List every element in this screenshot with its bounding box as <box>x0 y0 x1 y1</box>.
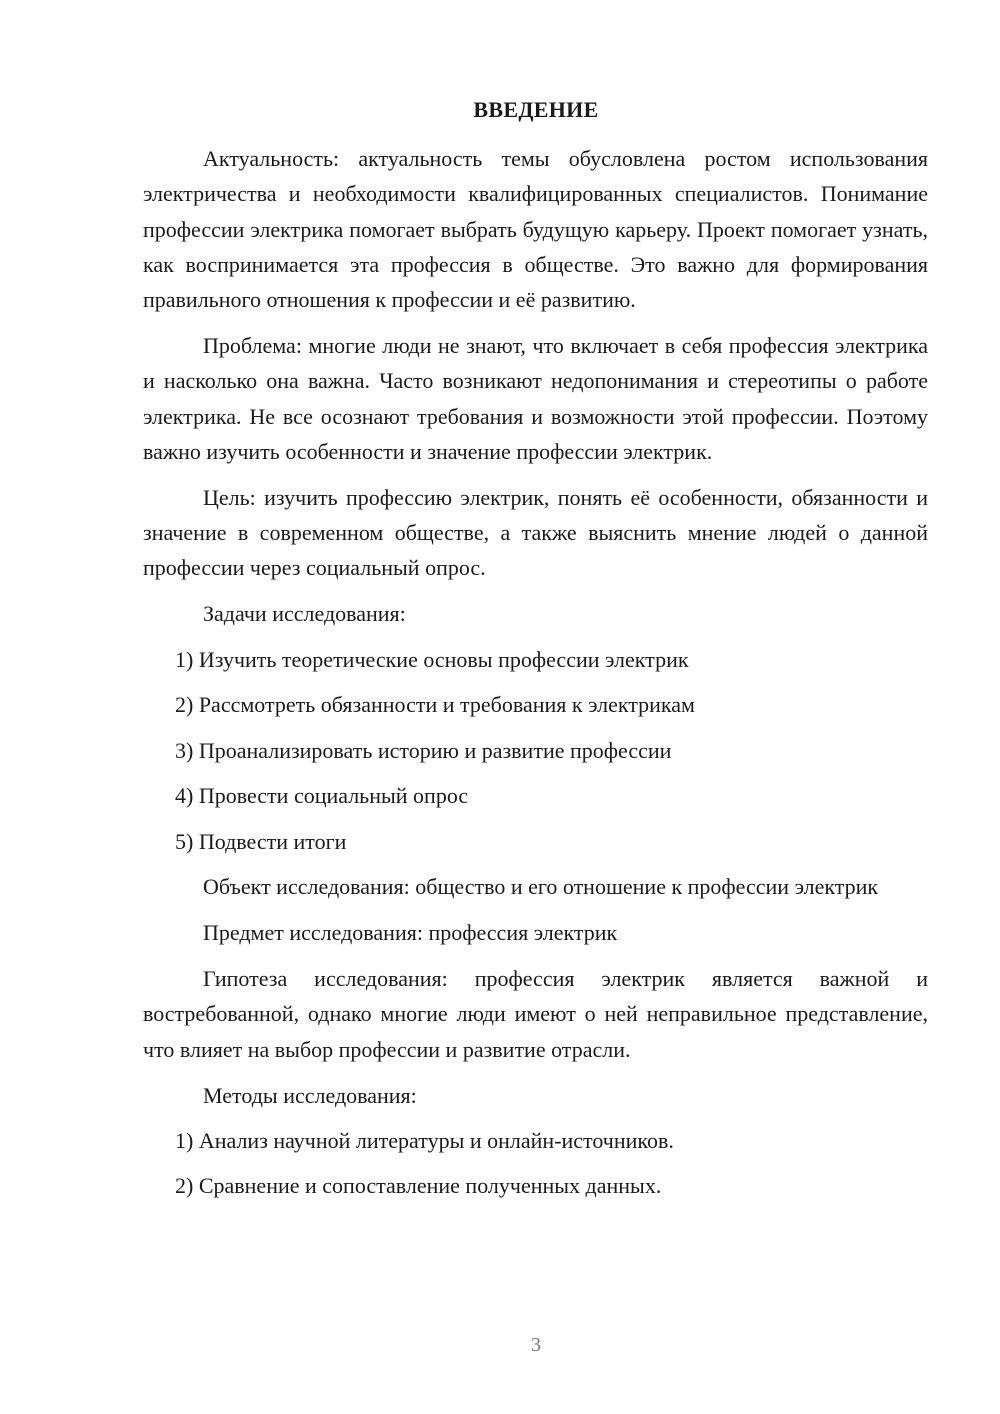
document-body <box>143 141 928 1204</box>
hypothesis-paragraph: Гипотеза исследования: профессия электрик является важной и востребованной, однако многие люди имеют о ней неправильное представление, что влияет на выбор профессии и развитие отрасли. <box>143 966 928 1062</box>
task-item-2: 2) Рассмотреть обязанности и требования к электрикам <box>175 692 695 718</box>
task-item-5: 5) Подвести итоги <box>175 828 347 854</box>
tasks-title: Задачи исследования: <box>203 601 406 627</box>
task-item-1: 1) Изучить теоретические основы профессии электрик <box>175 646 689 672</box>
task-item-3: 3) Проанализировать историю и развитие профессии <box>175 737 672 763</box>
page-number: 3 <box>531 1334 541 1356</box>
section-heading: ВВЕДЕНИЕ <box>473 97 599 122</box>
method-item-2: 2) Сравнение и сопоставление полученных данных. <box>175 1173 662 1199</box>
methods-title: Методы исследования: <box>203 1082 417 1108</box>
subject-paragraph: Предмет исследования: профессия электрик <box>203 920 618 946</box>
task-item-4: 4) Провести социальный опрос <box>175 783 469 809</box>
problem-paragraph: Проблема: многие люди не знают, что включает в себя профессия электрика и насколько она важна. Часто возникают недопонимания и стереотипы о работе электрика. Не все осознают требования и возможности этой профессии. Поэтому важно изучить особенности и значение профессии электрик. <box>143 333 928 464</box>
goal-paragraph: Цель: изучить профессию электрик, понять её особенности, обязанности и значение в современном обществе, а также выяснить мнение людей о данной профессии через социальный опрос. <box>143 484 928 581</box>
relevance-paragraph: Актуальность: актуальность темы обусловлена ростом использования электричества и необходимости квалифицированных специалистов. Понимание профессии электрика помогает выбрать будущую карьеру. Проект помогает узнать, как воспринимается эта профессия в обществе. Это важно для формирования правильного отношения к профессии и её развитию. <box>143 146 928 313</box>
object-paragraph: Объект исследования: общество и его отношение к профессии электрик <box>203 874 879 900</box>
method-item-1: 1) Анализ научной литературы и онлайн-источников. <box>175 1128 674 1153</box>
